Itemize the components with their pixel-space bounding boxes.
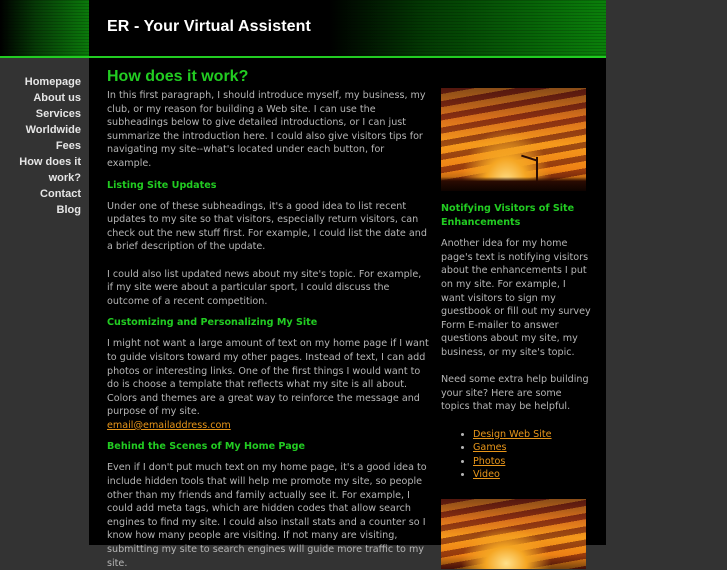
silhouette-ground	[441, 177, 586, 191]
intro-paragraph: In this first paragraph, I should introduce myself, my business, my club, or my reason for building a Web site. I can use the subheadings below to give detailed introductions, or I can just summarize the introduction here. I could also give visitors tips for navigating my site--what's located under each button, for example.	[107, 90, 426, 169]
nav-item-worldwide[interactable]	[19, 122, 81, 138]
nav-item-contact[interactable]	[19, 186, 81, 202]
header-gradient-right	[329, 0, 606, 56]
section-paragraph: Under one of these subheadings, it's a good idea to list recent updates to my site so that visitors, especially return visitors, can check out the new stuff first. For example, I could list the date and a brief description of the update.	[107, 200, 427, 253]
sunset-photo-2	[441, 499, 586, 569]
main-area	[89, 58, 606, 569]
aside-heading: Notifying Visitors of Site Enhancements	[441, 203, 575, 228]
link-photos[interactable]: Photos	[473, 455, 506, 467]
list-item	[473, 441, 591, 455]
section-heading-updates: Listing Site Updates	[107, 179, 217, 191]
header-gradient-left	[0, 0, 89, 56]
nav-link-services[interactable]: Services	[35, 108, 81, 120]
section-paragraph: I might not want a large amount of text on my home page if I want to guide visitors toward my other pages. Instead of text, I can add photos or interesting links. One of the first things I would want to do is choose a template that reflects what my site is all about. Colors and themes are a great way to reinforce the message and purpose of my site.	[107, 338, 429, 418]
nav-link-contact[interactable]: Contact	[40, 188, 81, 200]
nav-link-about-us[interactable]: About us	[33, 92, 81, 104]
email-link[interactable]: email@emailaddress.com	[107, 419, 231, 431]
site-title: ER - Your Virtual Assistent	[107, 18, 311, 35]
aside-paragraph: Need some extra help building your site? Here are some topics that may be helpful.	[441, 374, 589, 413]
nav-link-homepage[interactable]: Homepage	[24, 76, 81, 88]
nav-link-blog[interactable]: Blog	[56, 204, 81, 216]
list-item	[473, 468, 591, 482]
nav-link-fees[interactable]: Fees	[55, 140, 81, 152]
helpful-links-list	[441, 428, 591, 482]
link-games[interactable]: Games	[473, 442, 507, 454]
streetlamp-shape	[521, 155, 537, 162]
section-heading-customizing: Customizing and Personalizing My Site	[107, 317, 318, 329]
section-paragraph: I could also list updated news about my site's topic. For example, if my site were about a particular sport, I could discuss the outcome of a recent competition.	[107, 268, 422, 307]
nav-menu	[19, 74, 81, 218]
nav-item-blog[interactable]	[19, 202, 81, 218]
page-title: How does it work?	[107, 68, 249, 85]
sidebar	[0, 58, 89, 545]
section-heading-behind-scenes: Behind the Scenes of My Home Page	[107, 441, 306, 453]
nav-item-services[interactable]	[19, 106, 81, 122]
link-design-web-site[interactable]: Design Web Site	[473, 428, 552, 440]
aside-paragraph: Another idea for my home page's text is notifying visitors about the enhancements I put on my site. For example, I want visitors to sign my guestbook or fill out my survey Form E-mailer to answer questions about my site, my business, or my site's topic.	[441, 238, 591, 358]
nav-link-how-does-it-work[interactable]: How does it work?	[19, 156, 81, 184]
nav-item-about-us[interactable]	[19, 90, 81, 106]
list-item	[473, 455, 591, 469]
nav-item-fees[interactable]	[19, 138, 81, 154]
main-content	[107, 68, 429, 570]
right-column	[441, 88, 591, 569]
nav-item-how-does-it-work[interactable]	[19, 154, 81, 186]
nav-link-worldwide[interactable]: Worldwide	[25, 124, 81, 136]
nav-item-homepage[interactable]	[19, 74, 81, 90]
list-item	[473, 428, 591, 442]
sunset-photo	[441, 88, 586, 191]
section-paragraph: Even if I don't put much text on my home page, it's a good idea to include hidden tools that will help me promote my site, so people other than my friends and family actually see it. For example, I could add meta tags, which are hidden codes that allow search engines to find my site. I could also install stats and a counter so I know how many people are visiting. If not many are visiting, submitting my site to search engines will guide more traffic to my site.	[107, 462, 427, 569]
link-video[interactable]: Video	[473, 469, 500, 481]
